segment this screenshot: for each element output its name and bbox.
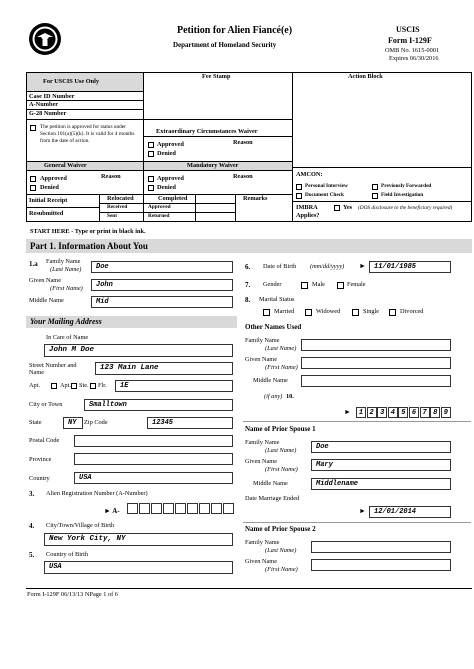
married-label: Married — [274, 308, 295, 315]
flr-text: Flr. — [98, 382, 107, 389]
single-checkbox[interactable] — [352, 309, 359, 316]
q1a-number: 1.a — [29, 260, 38, 268]
country-birth-field[interactable]: USA — [44, 561, 233, 574]
q8-number: 8. — [245, 296, 251, 304]
field-investigation-label: Field Investigation — [381, 192, 424, 198]
postal-code-field[interactable] — [74, 435, 233, 447]
anumber-digit-box[interactable] — [199, 503, 210, 514]
on-middle-label: Middle Name — [253, 377, 288, 384]
anumber-digit-box[interactable] — [211, 503, 222, 514]
country-label: Country — [29, 475, 50, 482]
other-middle-name-field[interactable] — [301, 375, 451, 387]
ecw-denied-label: Denied — [157, 150, 176, 157]
middle-name-label: Middle Name — [29, 297, 64, 304]
widowed-checkbox[interactable] — [305, 309, 312, 316]
city-birth-field[interactable]: New York City, NY — [44, 533, 233, 546]
gw-reason-label: Reason — [101, 173, 121, 180]
country-field[interactable]: USA — [74, 472, 233, 484]
gw-approved-checkbox[interactable] — [30, 176, 36, 182]
prior-spouse2-title: Name of Prior Spouse 2 — [245, 525, 316, 533]
completed-approved-label: Approved — [148, 204, 171, 210]
ssn-digit-box[interactable]: 4 — [388, 407, 398, 418]
anumber-digit-box[interactable] — [127, 503, 138, 514]
p1-family-sublabel: (Last Name) — [265, 447, 297, 454]
street-field[interactable]: 123 Main Lane — [95, 362, 233, 375]
p1-given-sublabel: (First Name) — [265, 466, 298, 473]
p1-middle-label: Middle Name — [253, 480, 288, 487]
amcon-label: AMCON: — [296, 171, 323, 178]
ecw-approved-checkbox[interactable] — [148, 142, 154, 148]
imbra-yes-label: Yes — [343, 204, 353, 211]
anumber-label: Alien Registration Number (A-Number) — [46, 490, 148, 497]
divorced-label: Divorced — [400, 308, 424, 315]
p1-given-label: Given Name — [245, 458, 277, 465]
resubmitted-label: Resubmitted — [29, 210, 64, 217]
given-name-field[interactable]: John — [91, 279, 233, 291]
p2-given-name-field[interactable] — [311, 559, 451, 571]
anumber-prefix: ► A- — [104, 507, 120, 515]
fee-stamp-label: Fee Stamp — [202, 73, 231, 80]
male-label: Male — [312, 281, 325, 288]
female-label: Female — [347, 281, 366, 288]
completed-label: Completed — [158, 195, 188, 202]
q3-number: 3. — [29, 490, 35, 498]
p1-middle-name-field[interactable]: Middlename — [311, 478, 451, 490]
q10-number: 10. — [286, 393, 294, 400]
apt-checkbox[interactable] — [51, 383, 57, 389]
p2-given-sublabel: (First Name) — [265, 566, 298, 573]
mw-approved-checkbox[interactable] — [148, 176, 154, 182]
marital-status-label: Marital Status — [259, 296, 295, 303]
anumber-digit-box[interactable] — [163, 503, 174, 514]
ecw-reason-label: Reason — [233, 139, 253, 146]
marriage-ended-arrow-icon: ► — [359, 507, 366, 515]
expiration-date: Expires 06/30/2016 — [389, 55, 439, 62]
single-label: Single — [363, 308, 380, 315]
ecw-denied-checkbox[interactable] — [148, 151, 154, 157]
relocated-received-label: Received — [107, 204, 128, 210]
a-number-office-label: A-Number — [29, 101, 59, 108]
postal-code-label: Postal Code — [29, 437, 60, 444]
ecw-approved-label: Approved — [157, 141, 184, 148]
gw-denied-label: Denied — [40, 184, 59, 191]
document-check-checkbox[interactable] — [296, 193, 302, 199]
in-care-of-label: In Care of Name — [46, 334, 89, 341]
on-family-sublabel: (Last Name) — [265, 345, 297, 352]
mw-reason-label: Reason — [233, 173, 253, 180]
personal-interview-checkbox[interactable] — [296, 184, 302, 190]
dhs-seal — [28, 22, 62, 56]
city-label: City or Town — [29, 401, 63, 408]
previously-forwarded-checkbox[interactable] — [372, 184, 378, 190]
given-name-sublabel: (First Name) — [50, 285, 83, 292]
q7-number: 7. — [245, 281, 251, 289]
city-field[interactable]: Smalltown — [84, 399, 233, 411]
previously-forwarded-label: Previously Forwarded — [381, 183, 432, 189]
form-title: Petition for Alien Fiancé(e) — [177, 25, 293, 36]
apt-number-field[interactable]: 1E — [115, 380, 233, 392]
other-family-name-field[interactable] — [301, 339, 451, 351]
anumber-digit-box[interactable] — [223, 503, 234, 514]
dob-label: Date of Birth — [263, 263, 297, 270]
male-checkbox[interactable] — [301, 282, 308, 289]
gw-approved-label: Approved — [40, 175, 67, 182]
ssn-digit-box[interactable]: 7 — [420, 407, 430, 418]
omb-number: OMB No. 1615-0001 — [385, 47, 440, 54]
anumber-digit-box[interactable] — [139, 503, 150, 514]
city-birth-label: City/Town/Village of Birth — [46, 522, 115, 529]
ssn-digit-box[interactable]: 3 — [377, 407, 387, 418]
part1-title: Part 1. Information About You — [30, 241, 148, 251]
street-label: Street Number and Name — [29, 362, 77, 377]
other-names-title: Other Names Used — [245, 323, 302, 331]
remarks-label: Remarks — [243, 195, 268, 202]
family-name-field[interactable]: Doe — [91, 261, 233, 273]
ssn-digit-box[interactable]: 6 — [409, 407, 419, 418]
q5-number: 5. — [29, 551, 35, 559]
field-investigation-checkbox[interactable] — [372, 193, 378, 199]
flr-checkbox[interactable] — [90, 383, 96, 389]
ssn-digit-box[interactable]: 1 — [356, 407, 366, 418]
ssn-digit-box[interactable]: 2 — [367, 407, 377, 418]
relocated-label: Relocated — [107, 195, 134, 202]
department-name: Department of Homeland Security — [173, 41, 277, 49]
marriage-ended-field[interactable]: 12/01/2014 — [369, 506, 451, 518]
p2-given-label: Given Name — [245, 558, 277, 565]
dob-sublabel: (mm/dd/yyyy) — [310, 263, 345, 270]
family-name-label: Family Name — [46, 258, 81, 265]
prior-spouse1-title: Name of Prior Spouse 1 — [245, 425, 316, 433]
p2-family-name-field[interactable] — [311, 541, 451, 553]
on-given-sublabel: (First Name) — [265, 364, 298, 371]
form-number: Form I-129F — [388, 36, 432, 45]
imbra-label: IMBRA Applies? — [296, 204, 320, 220]
apt-text: Apt. — [60, 382, 72, 389]
general-waiver-label: General Waiver — [44, 162, 87, 169]
q6-number: 6. — [245, 263, 251, 271]
female-checkbox[interactable] — [337, 282, 344, 289]
dob-arrow-icon: ► — [359, 262, 366, 270]
for-uscis-use-label: For USCIS Use Only — [43, 78, 100, 85]
on-given-label: Given Name — [245, 356, 277, 363]
ssn-arrow-icon: ► — [344, 408, 351, 416]
ste-checkbox[interactable] — [71, 383, 77, 389]
page-footer: Form I-129F 06/13/13 NPage 1 of 6 — [27, 591, 118, 598]
province-field[interactable] — [74, 453, 233, 465]
mw-denied-label: Denied — [157, 184, 176, 191]
start-here-instruction: START HERE - Type or print in black ink. — [30, 228, 146, 235]
ste-text: Ste. — [79, 382, 89, 389]
zip-field[interactable]: 12345 — [147, 417, 233, 429]
approved-status-note: The petition is approved for status under Section 101(a)(5)(k). It is valid for 4 months from the date of action. — [40, 124, 135, 145]
mailing-address-title: Your Mailing Address — [30, 317, 102, 326]
initial-receipt-label: Initial Receipt — [29, 197, 68, 204]
marriage-ended-label: Date Marriage Ended — [245, 495, 300, 502]
middle-name-field[interactable]: Mid — [91, 296, 233, 308]
anumber-digit-box[interactable] — [151, 503, 162, 514]
g28-number-label: G-28 Number — [29, 110, 67, 117]
relocated-sent-label: Sent — [107, 213, 118, 219]
agency-name: USCIS — [396, 25, 420, 34]
anumber-digit-box[interactable] — [175, 503, 186, 514]
in-care-of-field[interactable]: John M Doe — [44, 344, 233, 357]
p1-given-name-field[interactable]: Mary — [311, 459, 451, 471]
given-name-label: Given Name — [29, 277, 61, 284]
widowed-label: Widowed — [316, 308, 341, 315]
zip-label: Zip Code — [84, 419, 108, 426]
p1-family-label: Family Name — [245, 439, 280, 446]
p2-family-sublabel: (Last Name) — [265, 547, 297, 554]
divorced-checkbox[interactable] — [389, 309, 396, 316]
province-label: Province — [29, 456, 52, 463]
on-family-label: Family Name — [245, 337, 280, 344]
p2-family-label: Family Name — [245, 539, 280, 546]
anumber-digit-box[interactable] — [187, 503, 198, 514]
action-block-label: Action Block — [348, 73, 383, 80]
completed-returned-label: Returned — [148, 213, 170, 219]
family-name-sublabel: (Last Name) — [50, 266, 82, 273]
imbra-note: (DOS disclosure to the beneficiary required) — [358, 205, 453, 211]
case-id-label: Case ID Number — [29, 93, 75, 100]
dob-field[interactable]: 11/01/1985 — [369, 261, 451, 273]
approved-status-checkbox[interactable] — [30, 125, 36, 131]
document-check-label: Document Check — [305, 192, 344, 198]
gw-denied-checkbox[interactable] — [30, 185, 36, 191]
married-checkbox[interactable] — [263, 309, 270, 316]
ecw-label: Extraordinary Circumstances Waiver — [156, 128, 258, 135]
state-select[interactable]: NY — [63, 417, 83, 429]
ssn-digit-box[interactable]: 5 — [398, 407, 408, 418]
ssn-digit-box[interactable]: 9 — [441, 407, 451, 418]
state-label: State — [29, 419, 42, 426]
if-any-label: (if any) — [264, 393, 283, 400]
apt-label: Apt. — [29, 382, 41, 389]
mw-denied-checkbox[interactable] — [148, 185, 154, 191]
mandatory-waiver-label: Mandatory Waiver — [187, 162, 239, 169]
personal-interview-label: Personal Interview — [305, 183, 348, 189]
p1-family-name-field[interactable]: Doe — [311, 441, 451, 453]
country-birth-label: Country of Birth — [46, 551, 88, 558]
q4-number: 4. — [29, 522, 35, 530]
mw-approved-label: Approved — [157, 175, 184, 182]
imbra-yes-checkbox[interactable] — [334, 205, 340, 211]
ssn-digit-box[interactable]: 8 — [430, 407, 440, 418]
other-given-name-field[interactable] — [301, 357, 451, 369]
gender-label: Gender — [263, 281, 282, 288]
